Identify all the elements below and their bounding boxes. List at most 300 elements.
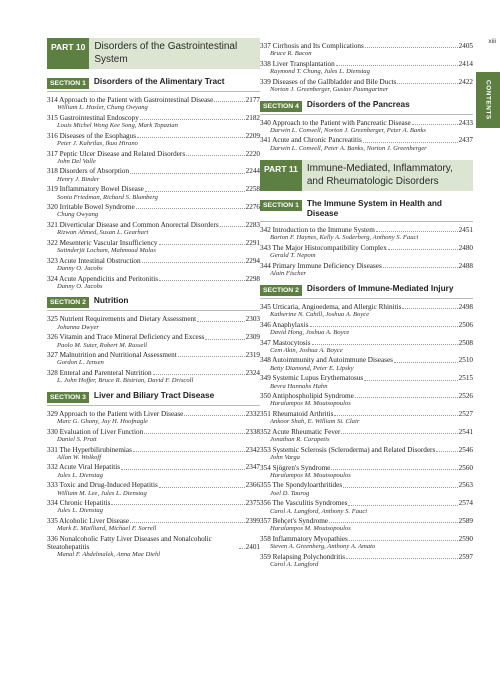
chapter-authors: Mark E. Mailliard, Michael F. Sorrell xyxy=(57,525,157,533)
page-number: 2291 xyxy=(245,238,260,247)
toc-entry-line xyxy=(260,464,473,472)
chapter-authors: Carol A. Langford xyxy=(270,561,319,569)
toc-entry-line xyxy=(47,275,260,283)
toc-entry-line xyxy=(47,410,260,418)
toc-entry-line xyxy=(47,239,260,247)
page-number: 2209 xyxy=(245,131,260,140)
toc-entry[interactable] xyxy=(260,481,473,497)
toc-entry-line xyxy=(260,410,473,418)
toc-entry-line xyxy=(260,356,473,364)
chapter-authors: John Del Valle xyxy=(57,157,96,165)
dot-leader xyxy=(343,487,458,488)
dot-leader xyxy=(121,469,245,470)
dot-leader xyxy=(376,231,458,232)
page-number: 2324 xyxy=(245,369,260,378)
toc-entry-line xyxy=(260,244,473,252)
page-number: 2303 xyxy=(245,315,260,324)
page-number: 2546 xyxy=(458,445,473,454)
page-number: 2177 xyxy=(245,96,260,104)
chapter-title: 354 Sjögren's Syndrome xyxy=(260,463,331,472)
chapter-title: 341 Acute and Chronic Pancreatitis xyxy=(260,136,362,145)
chapter-title: 336 Nonalcoholic Fatty Liver Diseases and Nonalcoholic Steatohepatitis xyxy=(47,534,212,552)
dot-leader xyxy=(205,339,244,340)
toc-entry-line xyxy=(47,257,260,265)
chapter-authors: Darwin L. Conwell, Norton J. Greenberger, Peter A. Banks xyxy=(270,126,426,134)
dot-leader xyxy=(142,262,245,263)
section-header xyxy=(47,77,260,92)
toc-entry-line xyxy=(47,481,260,489)
toc-entry-line xyxy=(260,262,473,270)
chapter-title: 348 Autoimmunity and Autoimmune Diseases xyxy=(260,356,393,365)
toc-entry[interactable] xyxy=(260,321,473,337)
section-title: Disorders of the Alimentary Tract xyxy=(93,76,225,86)
chapter-title: 339 Diseases of the Gallbladder and Bile Ducts xyxy=(260,77,397,86)
chapter-authors: Haralampos M. Moutsopoulos xyxy=(270,525,351,533)
dot-leader xyxy=(133,451,245,452)
section-header xyxy=(260,199,473,222)
page-number: 2506 xyxy=(458,320,473,329)
chapter-title: 355 The Spondyloarthritides xyxy=(260,481,343,490)
toc-entry-line xyxy=(47,315,260,323)
page-number: 2433 xyxy=(458,118,473,127)
chapter-authors: Jonathan R. Carapetis xyxy=(270,436,330,444)
toc-entry[interactable] xyxy=(47,96,260,112)
page-number: 2258 xyxy=(245,185,260,194)
dot-leader xyxy=(388,249,458,250)
page-number: 2319 xyxy=(245,351,260,360)
toc-entry[interactable] xyxy=(260,410,473,426)
page-number: 2563 xyxy=(458,481,473,490)
page-number: 2574 xyxy=(458,499,473,508)
section-number: SECTION 1 xyxy=(260,200,302,211)
page-number: 2527 xyxy=(458,409,473,418)
dot-leader xyxy=(186,155,245,156)
chapter-authors: Danny O. Jacobs xyxy=(57,282,103,290)
chapter-title: 349 Systemic Lupus Erythematosus xyxy=(260,374,364,383)
toc-entry[interactable] xyxy=(260,244,473,260)
dot-leader xyxy=(365,47,458,48)
section-number: SECTION 4 xyxy=(260,101,302,112)
toc-entry[interactable] xyxy=(47,446,260,462)
section-header xyxy=(260,284,473,299)
chapter-authors: L. John Hoffer, Bruce R. Bistrian, David F. Driscoll xyxy=(57,377,194,385)
pancreas-section xyxy=(260,100,473,153)
chapter-authors: Satinderjit Locham, Mahmoud Malas xyxy=(57,247,156,255)
chapter-title: 317 Peptic Ulcer Disease and Related Disorders xyxy=(47,149,186,158)
chapter-authors: Cem Akin, Joshua A. Boyce xyxy=(270,346,343,354)
toc-entry-line xyxy=(47,535,260,552)
toc-entry[interactable] xyxy=(260,262,473,278)
toc-entry-line xyxy=(47,428,260,436)
page-number: 2401 xyxy=(245,543,260,552)
toc-entry-line xyxy=(47,150,260,158)
chapter-authors: Paolo M. Suter, Robert M. Russell xyxy=(57,341,148,349)
section-number: SECTION 3 xyxy=(47,392,89,403)
page-number: 2488 xyxy=(458,261,473,270)
toc-entry-line xyxy=(260,226,473,234)
toc-entry-line xyxy=(260,517,473,525)
chapter-title: 343 The Major Histocompatibility Complex xyxy=(260,244,387,253)
toc-entry-line xyxy=(260,119,473,127)
toc-entry-line xyxy=(260,303,473,311)
chapter-title: 351 Rheumatoid Arthritis xyxy=(260,409,334,418)
page-number: 2347 xyxy=(245,463,260,472)
toc-entry-line xyxy=(47,499,260,507)
chapter-title: 357 Behçet's Syndrome xyxy=(260,517,328,526)
toc-entry-line xyxy=(47,333,260,341)
chapter-authors: John Varga xyxy=(270,453,300,461)
toc-entry[interactable] xyxy=(260,356,473,372)
chapter-title: 334 Chronic Hepatitis xyxy=(47,499,111,508)
chapter-authors: Daniel S. Pratt xyxy=(57,436,97,444)
toc-entry-line xyxy=(260,446,473,454)
section-title: Disorders of Immune-Mediated Injury xyxy=(306,282,454,293)
chapter-authors: Jules L. Dienstag xyxy=(57,471,103,479)
dot-leader xyxy=(130,173,245,174)
toc-entry[interactable] xyxy=(47,275,260,291)
chapter-title: 324 Acute Appendicitis and Peritonitis xyxy=(47,274,158,283)
toc-entry-line xyxy=(260,535,473,543)
chapter-title: 359 Relapsing Polychondritis xyxy=(260,552,346,561)
chapter-title: 342 Introduction to the Immune System xyxy=(260,226,375,235)
dot-leader xyxy=(412,124,458,125)
chapter-authors: Bruce R. Bacon xyxy=(270,50,312,58)
part-title: Disorders of the Gastrointestinal System xyxy=(94,41,238,65)
chapter-authors: Darwin L. Conwell, Peter A. Banks, Norton J. Greenberger xyxy=(270,144,427,152)
chapter-title: 358 Inflammatory Myopathies xyxy=(260,534,348,543)
toc-entry-line xyxy=(47,517,260,525)
toc-entry[interactable] xyxy=(260,446,473,462)
dot-leader xyxy=(334,415,457,416)
page-number: 2422 xyxy=(458,77,473,86)
toc-entry[interactable] xyxy=(47,167,260,183)
chapter-title: 328 Enteral and Parenteral Nutrition xyxy=(47,369,152,378)
dot-leader xyxy=(197,321,245,322)
toc-entry-line xyxy=(260,374,473,382)
page-folio: xiii xyxy=(488,38,496,45)
toc-entry[interactable] xyxy=(47,185,260,201)
page-number: 2405 xyxy=(458,42,473,50)
toc-entry[interactable] xyxy=(47,481,260,497)
toc-entry[interactable] xyxy=(47,221,260,237)
page-number: 2366 xyxy=(245,481,260,490)
section-title: Nutrition xyxy=(93,295,129,306)
dot-leader xyxy=(349,540,458,541)
page-number: 2276 xyxy=(245,203,260,212)
chapter-authors: Louis Michel Wong Kee Song, Mark Topazian xyxy=(57,122,178,130)
chapter-authors: David Hong, Joshua A. Boyce xyxy=(270,328,350,336)
chapter-authors: Danny O. Jacobs xyxy=(57,265,103,273)
part-title: Immune-Mediated, Inflammatory, and Rheumatologic Disorders xyxy=(306,163,453,187)
page-number: 2414 xyxy=(458,59,473,68)
page-number: 2244 xyxy=(245,167,260,176)
toc-entry-line xyxy=(260,481,473,489)
toc-entry[interactable] xyxy=(260,464,473,480)
chapter-authors: Gordon L. Jensen xyxy=(57,359,104,367)
chapter-title: 315 Gastrointestinal Endoscopy xyxy=(47,113,139,122)
toc-entry[interactable] xyxy=(260,136,473,152)
chapter-title: 356 The Vasculitis Syndromes xyxy=(260,499,348,508)
toc-entry[interactable] xyxy=(47,315,260,331)
chapter-title: 331 The Hyperbilirubinemias xyxy=(47,445,132,454)
toc-entry[interactable] xyxy=(47,351,260,367)
page-number: 2283 xyxy=(245,221,260,230)
chapter-authors: William L. Hasler, Chung Owyang xyxy=(57,104,148,112)
chapter-title: 321 Diverticular Disease and Common Anorectal Disorders xyxy=(47,221,219,230)
toc-entry-line xyxy=(260,499,473,507)
chapter-title: 316 Diseases of the Esophagus xyxy=(47,131,137,140)
chapter-title: 318 Disorders of Absorption xyxy=(47,167,130,176)
chapter-title: 347 Mastocytosis xyxy=(260,338,311,347)
chapter-title: 352 Acute Rheumatic Fever xyxy=(260,427,341,436)
toc-entry-line xyxy=(47,221,260,229)
page-number: 2480 xyxy=(458,244,473,253)
page-number: 2332 xyxy=(245,409,260,418)
page-number: 2437 xyxy=(458,136,473,145)
chapter-authors: Gerald T. Nepom xyxy=(270,252,316,260)
toc-entry[interactable] xyxy=(260,553,473,569)
chapter-title: 329 Approach to the Patient with Liver Disease xyxy=(47,409,184,418)
toc-entry-line xyxy=(260,339,473,347)
toc-entry-line xyxy=(260,428,473,436)
chapter-title: 344 Primary Immune Deficiency Diseases xyxy=(260,261,382,270)
dot-leader xyxy=(140,119,245,120)
dot-leader xyxy=(341,433,457,434)
chapter-title: 335 Alcoholic Liver Disease xyxy=(47,517,130,526)
toc-entry[interactable] xyxy=(47,463,260,479)
toc-entry[interactable] xyxy=(260,339,473,355)
toc-entry[interactable] xyxy=(47,239,260,255)
dot-leader xyxy=(145,191,245,192)
dot-leader xyxy=(111,504,244,505)
page-number: 2294 xyxy=(245,256,260,265)
toc-entry[interactable] xyxy=(260,119,473,135)
toc-entry[interactable] xyxy=(260,428,473,444)
page-number: 2508 xyxy=(458,338,473,347)
page-number: 2309 xyxy=(245,333,260,342)
chapter-authors: Haralampos M. Moutsopoulos xyxy=(270,471,351,479)
toc-entry-line xyxy=(47,351,260,359)
dot-leader xyxy=(336,65,458,66)
chapter-authors: Rizwan Ahmed, Susan L. Gearhart xyxy=(57,229,149,237)
chapter-title: 345 Urticaria, Angioedema, and Allergic Rhinitis xyxy=(260,302,402,311)
chapter-authors: Sonia Friedman, Richard S. Blumberg xyxy=(57,193,158,201)
toc-entry-line xyxy=(47,96,260,104)
chapter-title: 325 Nutrient Requirements and Dietary Assessment xyxy=(47,315,197,324)
chapter-authors: Jules L. Dienstag xyxy=(57,507,103,515)
part-header xyxy=(47,38,260,69)
chapter-authors: Marc G. Ghany, Jay H. Hoofnagle xyxy=(57,418,148,426)
chapter-authors: Allan W. Wolkoff xyxy=(57,453,102,461)
toc-entry[interactable] xyxy=(260,517,473,533)
chapter-title: 320 Irritable Bowel Syndrome xyxy=(47,203,135,212)
page-number: 2510 xyxy=(458,356,473,365)
chapter-authors: Joel D. Taurog xyxy=(270,489,310,497)
toc-entry-line xyxy=(47,132,260,140)
page-number: 2451 xyxy=(458,226,473,235)
dot-leader xyxy=(383,267,458,268)
chapter-authors: Raymond T. Chung, Jules L. Dienstag xyxy=(270,68,370,76)
section-title: Liver and Biliary Tract Disease xyxy=(93,389,215,400)
contents-tab xyxy=(476,72,500,128)
toc-entry[interactable] xyxy=(47,535,260,559)
right-sections xyxy=(260,199,473,568)
chapter-authors: Alain Fischer xyxy=(270,270,307,278)
toc-entry[interactable] xyxy=(47,333,260,349)
toc-entry-line xyxy=(47,203,260,211)
right-top-entries xyxy=(260,42,473,94)
section-number: SECTION 2 xyxy=(47,297,89,308)
toc-entry-line xyxy=(47,114,260,122)
page-number: 2498 xyxy=(458,302,473,311)
toc-entry-line xyxy=(260,136,473,144)
chapter-title: 319 Inflammatory Bowel Disease xyxy=(47,185,144,194)
toc-entry[interactable] xyxy=(260,60,473,76)
chapter-authors: Ankoor Shah, E. William St. Clair xyxy=(270,418,360,426)
chapter-authors: Manal F. Abdelmalek, Anna Mae Diehl xyxy=(57,551,161,559)
page-number: 2220 xyxy=(245,149,260,158)
right-column xyxy=(260,42,473,571)
dot-leader xyxy=(184,415,244,416)
toc-entry[interactable] xyxy=(47,257,260,273)
chapter-title: 332 Acute Viral Hepatitis xyxy=(47,463,121,472)
page-number: 2541 xyxy=(458,427,473,436)
chapter-title: 314 Approach to the Patient with Gastrointestinal Disease xyxy=(47,96,214,104)
toc-entry[interactable] xyxy=(260,226,473,242)
page-number: 2375 xyxy=(245,499,260,508)
chapter-title: 353 Systemic Sclerosis (Scleroderma) and Related Disorders xyxy=(260,445,436,454)
part-header xyxy=(260,160,473,191)
dot-leader xyxy=(331,469,457,470)
dot-leader xyxy=(153,374,245,375)
page-number: 2589 xyxy=(458,517,473,526)
chapter-authors: Peter J. Kahrilas, Ikuo Hirano xyxy=(57,140,138,147)
toc-entry-line xyxy=(260,42,473,50)
dot-leader xyxy=(144,433,244,434)
dot-leader xyxy=(364,380,457,381)
toc-entry-line xyxy=(260,321,473,329)
toc-entry[interactable] xyxy=(47,203,260,219)
toc-entry-line xyxy=(47,369,260,377)
left-column xyxy=(47,38,260,561)
chapter-authors: Norton J. Greenberger, Gustav Paumgartner xyxy=(270,86,389,93)
dot-leader xyxy=(159,280,245,281)
chapter-authors: Betty Diamond, Peter E. Lipsky xyxy=(270,364,354,372)
chapter-title: 337 Cirrhosis and Its Complications xyxy=(260,42,364,50)
dot-leader xyxy=(159,487,245,488)
toc-entry[interactable] xyxy=(260,499,473,515)
dot-leader xyxy=(312,344,458,345)
dot-leader xyxy=(136,208,245,209)
chapter-authors: Carol A. Langford, Anthony S. Fauci xyxy=(270,507,368,515)
page-number: 2399 xyxy=(245,517,260,526)
chapter-title: 322 Mesenteric Vascular Insufficiency xyxy=(47,238,158,247)
toc-entry[interactable] xyxy=(47,132,260,148)
dot-leader xyxy=(397,83,457,84)
chapter-title: 350 Antiphospholipid Syndrome xyxy=(260,392,354,401)
page-number: 2515 xyxy=(458,374,473,383)
dot-leader xyxy=(436,451,457,452)
dot-leader xyxy=(220,226,245,227)
toc-entry-line xyxy=(47,446,260,454)
chapter-authors: Steven A. Greenberg, Anthony A. Amato xyxy=(270,543,376,551)
toc-entry[interactable] xyxy=(47,428,260,444)
chapter-title: 326 Vitamin and Trace Mineral Deficiency and Excess xyxy=(47,333,205,342)
dot-leader xyxy=(130,522,245,523)
toc-entry[interactable] xyxy=(260,374,473,390)
dot-leader xyxy=(355,397,458,398)
toc-entry-line xyxy=(47,167,260,175)
chapter-title: 340 Approach to the Patient with Pancreatic Disease xyxy=(260,118,411,127)
chapter-authors: Henry J. Binder xyxy=(57,175,100,183)
page-number: 2342 xyxy=(245,445,260,454)
dot-leader xyxy=(310,326,458,327)
toc-entry[interactable] xyxy=(47,410,260,426)
toc-entry-line xyxy=(47,463,260,471)
toc-entry[interactable] xyxy=(47,499,260,515)
toc-entry[interactable] xyxy=(47,369,260,385)
section-number: SECTION 2 xyxy=(260,285,302,296)
toc-entry[interactable] xyxy=(47,150,260,166)
chapter-title: 346 Anaphylaxis xyxy=(260,320,309,329)
toc-entry[interactable] xyxy=(260,303,473,319)
chapter-authors: Haralampos M. Moutsopoulos xyxy=(270,400,351,408)
page-number: 2338 xyxy=(245,427,260,436)
chapter-authors: Johanna Dwyer xyxy=(57,323,99,331)
chapter-title: 327 Malnutrition and Nutritional Assessment xyxy=(47,351,177,360)
dot-leader xyxy=(329,522,458,523)
dot-leader xyxy=(178,356,245,357)
section-header xyxy=(260,100,473,115)
toc-entry[interactable] xyxy=(47,114,260,130)
toc-entry[interactable] xyxy=(47,517,260,533)
page-number: 2590 xyxy=(458,534,473,543)
toc-entry[interactable] xyxy=(260,42,473,58)
chapter-authors: Katherine N. Cahill, Joshua A. Boyce xyxy=(270,311,370,319)
toc-entry[interactable] xyxy=(260,392,473,408)
contents-tab-label: CONTENTS xyxy=(484,80,492,120)
chapter-title: 333 Toxic and Drug-Induced Hepatitis xyxy=(47,481,158,490)
toc-entry-line xyxy=(260,78,473,86)
section-header xyxy=(47,391,260,406)
chapter-authors: Bevra Hannahs Hahn xyxy=(270,382,328,390)
section-title: Disorders of the Pancreas xyxy=(306,98,410,109)
dot-leader xyxy=(402,308,457,309)
page-number: 2298 xyxy=(245,274,260,283)
toc-entry[interactable] xyxy=(260,78,473,94)
section-header xyxy=(47,296,260,311)
chapter-title: 338 Liver Transplantation xyxy=(260,59,335,68)
page-number: 2560 xyxy=(458,463,473,472)
dot-leader xyxy=(239,548,245,549)
toc-entry[interactable] xyxy=(260,535,473,551)
section-number: SECTION 1 xyxy=(47,78,89,89)
dot-leader xyxy=(159,244,245,245)
page-number: 2526 xyxy=(458,392,473,401)
left-sections xyxy=(47,77,260,559)
chapter-title: 330 Evaluation of Liver Function xyxy=(47,427,144,436)
dot-leader xyxy=(348,505,457,506)
chapter-authors: Chung Owyang xyxy=(57,211,99,219)
chapter-authors: William M. Lee, Jules L. Dienstag xyxy=(57,489,147,497)
dot-leader xyxy=(137,137,245,138)
toc-entry-line xyxy=(260,60,473,68)
toc-entry-line xyxy=(260,392,473,400)
dot-leader xyxy=(346,558,458,559)
toc-entry-line xyxy=(260,553,473,561)
part-number: PART 11 xyxy=(260,160,302,191)
page-number: 2182 xyxy=(245,113,260,122)
